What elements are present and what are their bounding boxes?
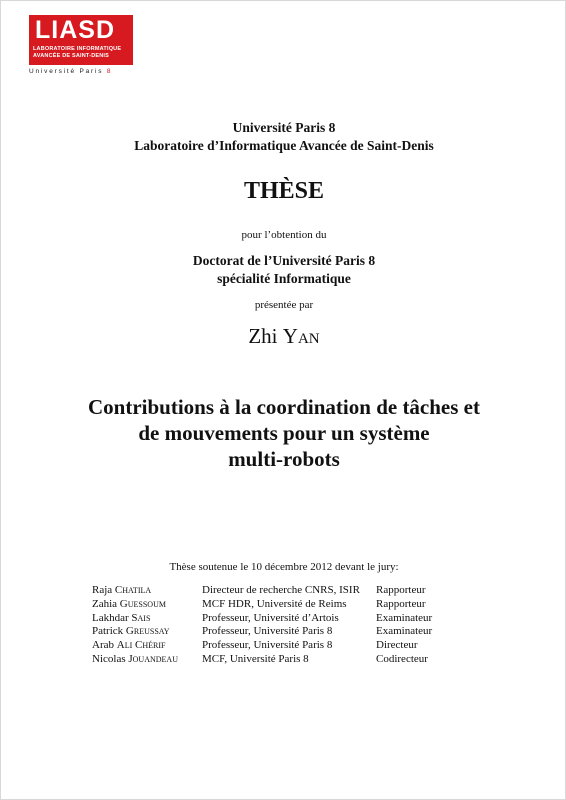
jury-member-title: Professeur, Université Paris 8 (202, 625, 333, 638)
jury-member-name (92, 612, 202, 626)
author-name (1, 324, 566, 349)
logo-subtitle-line1: LABORATOIRE INFORMATIQUE (33, 46, 122, 52)
jury-member-name (92, 584, 202, 598)
thesis-title-line2: de mouvements pour un système (138, 421, 430, 445)
jury-last-name: Jouandeau (128, 652, 178, 665)
laboratory-name: Laboratoire d’Informatique Avancée de Saint-Denis (134, 138, 434, 153)
jury-member-role: Rapporteur (376, 584, 426, 596)
jury-table (92, 584, 432, 667)
jury-first-name: Zahia (92, 597, 118, 610)
thesis-title-line1: Contributions à la coordination de tâches et (87, 395, 480, 419)
jury-last-name: Greussay (125, 625, 170, 638)
jury-first-name: Raja (92, 584, 113, 596)
jury-member-role: Examinateur (376, 611, 433, 624)
liasd-logo (29, 15, 133, 76)
jury-member-name (92, 598, 202, 612)
jury-first-name: Arab (92, 639, 114, 652)
author-last-name: Yan (282, 324, 320, 348)
logo-university-text: Université Paris (29, 68, 104, 75)
jury-row (92, 653, 432, 667)
logo-red-block (29, 15, 133, 65)
jury-row (92, 625, 432, 639)
thesis-title (1, 394, 566, 472)
logo-university-number: 8 (106, 68, 113, 75)
jury-first-name: Lakhdar (92, 611, 129, 624)
logo-university (29, 67, 133, 76)
jury-last-name: Sais (131, 611, 151, 624)
jury-member-name (92, 639, 202, 653)
jury-last-name: Ali Chérif (116, 639, 166, 652)
presented-by-text: présentée par (254, 299, 314, 311)
jury-member-title: Professeur, Université Paris 8 (202, 639, 333, 652)
logo-subtitle-line2: AVANCÉE DE SAINT-DENIS (33, 53, 110, 59)
jury-member-title: MCF, Université Paris 8 (202, 652, 309, 665)
document-type-title: THÈSE (243, 178, 325, 204)
thesis-title-line3: multi-robots (228, 447, 340, 471)
author-first-name: Zhi (248, 324, 278, 348)
jury-last-name: Guessoum (119, 597, 166, 610)
degree-line1: Doctorat de l’Université Paris 8 (192, 253, 376, 268)
obtention-text: pour l’obtention du (241, 229, 327, 241)
degree-line2: spécialité Informatique (217, 271, 351, 286)
jury-member-role: Codirecteur (376, 652, 428, 665)
jury-member-role: Directeur (376, 639, 418, 652)
jury-first-name: Nicolas (92, 652, 126, 665)
jury-member-name (92, 625, 202, 639)
jury-member-role: Examinateur (376, 625, 433, 638)
jury-row (92, 584, 432, 598)
defense-statement: Thèse soutenue le 10 décembre 2012 devant le jury: (169, 561, 399, 573)
university-name: Université Paris 8 (232, 120, 336, 135)
jury-last-name: Chatila (114, 584, 152, 596)
jury-row (92, 639, 432, 653)
jury-row (92, 612, 432, 626)
jury-member-name (92, 653, 202, 667)
jury-row (92, 598, 432, 612)
jury-member-title: Professeur, Université d’Artois (202, 611, 339, 624)
jury-member-title: Directeur de recherche CNRS, ISIR (202, 584, 360, 596)
jury-member-title: MCF HDR, Université de Reims (202, 597, 347, 610)
jury-first-name: Patrick (92, 625, 124, 638)
jury-member-role: Rapporteur (376, 597, 426, 610)
logo-wordmark: LIASD (35, 16, 115, 44)
